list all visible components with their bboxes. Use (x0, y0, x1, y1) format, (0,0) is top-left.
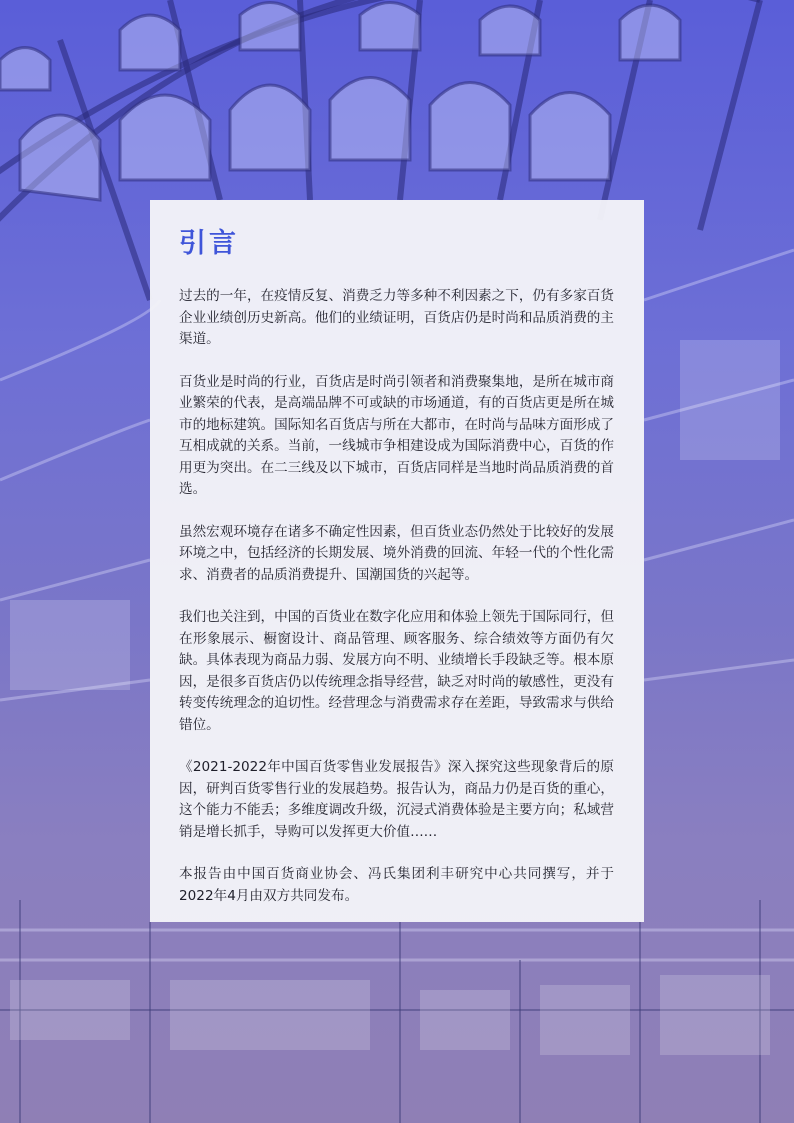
introduction-panel (150, 200, 644, 922)
paragraph-5: 《2021-2022年中国百货零售业发展报告》深入探究这些现象背后的原因，研判百货零售行业的发展趋势。报告认为，商品力仍是百货的重心，这个能力不能丢；多维度调改升级，沉浸式消费体验是主要方向；私域营销是增长抓手，导购可以发挥更大价值…… (179, 759, 614, 840)
page-title: 引言 (179, 228, 239, 259)
paragraph-6: 本报告由中国百货商业协会、冯氏集团利丰研究中心共同撰写，并于2022年4月由双方共同发布。 (179, 866, 614, 904)
paragraph-2: 百货业是时尚的行业，百货店是时尚引领者和消费聚集地，是所在城市商业繁荣的代表，是高端品牌不可或缺的市场通道，有的百货店更是所在城市的地标建筑。国际知名百货店与所在大都市，在时尚与品味方面形成了互相成就的关系。当前，一线城市争相建设成为国际消费中心，百货的作用更为突出。在二三线及以下城市，百货店同样是当地时尚品质消费的首选。 (179, 373, 614, 497)
paragraph-1: 过去的一年，在疫情反复、消费乏力等多种不利因素之下，仍有多家百货企业业绩创历史新高。他们的业绩证明，百货店仍是时尚和品质消费的主渠道。 (179, 288, 614, 347)
paragraph-3: 虽然宏观环境存在诸多不确定性因素，但百货业态仍然处于比较好的发展环境之中，包括经济的长期发展、境外消费的回流、年轻一代的个性化需求、消费者的品质消费提升、国潮国货的兴起等。 (179, 523, 614, 583)
paragraph-4: 我们也关注到，中国的百货业在数字化应用和体验上领先于国际同行，但在形象展示、橱窗设计、商品管理、顾客服务、综合绩效等方面仍有欠缺。具体表现为商品力弱、发展方向不明、业绩增长手段缺乏等。根本原因，是很多百货店仍以传统理念指导经营，缺乏对时尚的敏感性，更没有转变传统理念的迫切性。经营理念与消费需求存在差距，导致需求与供给错位。 (179, 609, 614, 733)
